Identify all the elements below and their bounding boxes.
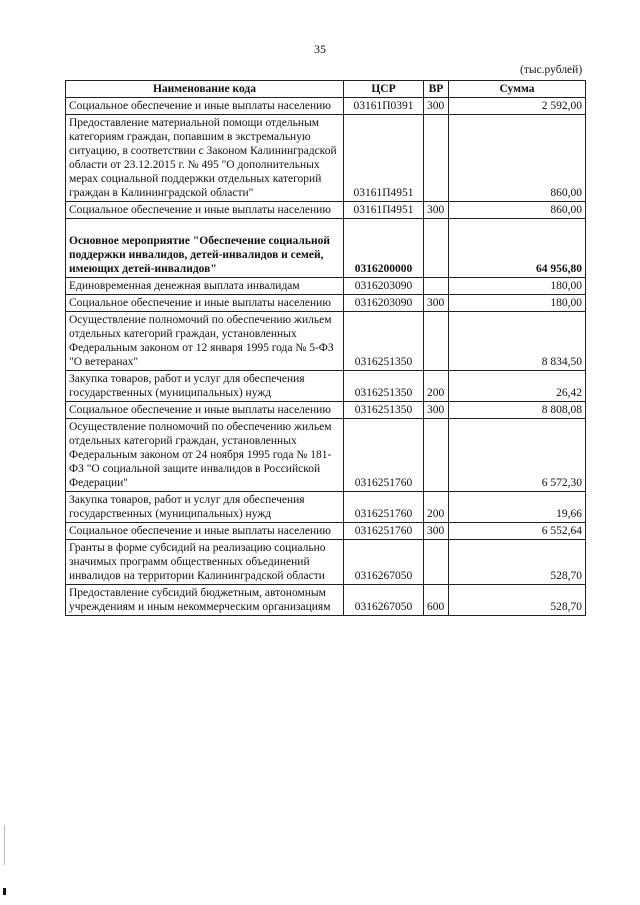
row-vr: 200 [424, 371, 449, 402]
table-header-row [66, 81, 586, 98]
row-name: Социальное обеспечение и иные выплаты населению [66, 295, 344, 312]
table-row [66, 585, 586, 616]
row-vr [424, 540, 449, 585]
row-csr: 03161П4951 [344, 202, 424, 219]
row-name: Основное мероприятие "Обеспечение социальной поддержки инвалидов, детей-инвалидов и семей, имеющих детей-инвалидов" [66, 219, 344, 278]
table-row [66, 492, 586, 523]
header-vr: ВР [424, 81, 449, 98]
row-sum: 6 552,64 [449, 523, 586, 540]
row-name: Предоставление материальной помощи отдельным категориям граждан, попавшим в экстремальную ситуацию, в соответствии с Законом Калининградской области от 23.12.2015 г. № 495 "О дополнительных мерах социальной поддержки отдельных категорий граждан в Калининградской области" [66, 115, 344, 202]
row-name: Социальное обеспечение и иные выплаты населению [66, 98, 344, 115]
row-csr: 0316200000 [344, 219, 424, 278]
header-sum: Сумма [449, 81, 586, 98]
row-sum: 2 592,00 [449, 98, 586, 115]
table-row [66, 419, 586, 492]
row-sum: 860,00 [449, 202, 586, 219]
table-row [66, 523, 586, 540]
row-vr [424, 219, 449, 278]
row-csr: 0316203090 [344, 295, 424, 312]
units-label: (тыс.рублей) [520, 64, 583, 76]
row-sum: 6 572,30 [449, 419, 586, 492]
row-sum: 19,66 [449, 492, 586, 523]
row-csr: 0316251760 [344, 492, 424, 523]
header-name: Наименование кода [66, 81, 344, 98]
row-name: Социальное обеспечение и иные выплаты населению [66, 202, 344, 219]
row-vr [424, 312, 449, 371]
table-row [66, 202, 586, 219]
row-csr: 0316203090 [344, 278, 424, 295]
table-row [66, 295, 586, 312]
row-sum: 26,42 [449, 371, 586, 402]
scan-edge-line [4, 825, 5, 865]
row-name: Предоставление субсидий бюджетным, автономным учреждениям и иным некоммерческим организациям [66, 585, 344, 616]
row-csr: 03161П0391 [344, 98, 424, 115]
row-sum: 528,70 [449, 585, 586, 616]
header-csr: ЦСР [344, 81, 424, 98]
row-vr: 300 [424, 98, 449, 115]
row-csr: 03161П4951 [344, 115, 424, 202]
row-vr: 300 [424, 402, 449, 419]
row-vr [424, 115, 449, 202]
table-row [66, 115, 586, 202]
row-sum: 8 834,50 [449, 312, 586, 371]
budget-table [65, 80, 586, 616]
row-csr: 0316251350 [344, 312, 424, 371]
table-row [66, 98, 586, 115]
row-csr: 0316251350 [344, 402, 424, 419]
table-row [66, 371, 586, 402]
row-vr: 200 [424, 492, 449, 523]
row-name: Осуществление полномочий по обеспечению жильем отдельных категорий граждан, установленных Федеральным законом от 24 ноября 1995 года № 181-ФЗ "О социальной защите инвалидов в Российской Федерации" [66, 419, 344, 492]
row-sum: 8 808,08 [449, 402, 586, 419]
page-number: 35 [314, 42, 326, 56]
table-row [66, 312, 586, 371]
table-row [66, 402, 586, 419]
row-csr: 0316251760 [344, 419, 424, 492]
table-row-main-event [66, 219, 586, 278]
row-vr: 600 [424, 585, 449, 616]
row-sum: 64 956,80 [449, 219, 586, 278]
row-csr: 0316251760 [344, 523, 424, 540]
row-sum: 180,00 [449, 278, 586, 295]
row-sum: 528,70 [449, 540, 586, 585]
row-csr: 0316267050 [344, 540, 424, 585]
row-name: Закупка товаров, работ и услуг для обеспечения государственных (муниципальных) нужд [66, 492, 344, 523]
row-name: Гранты в форме субсидий на реализацию социально значимых программ общественных объединений инвалидов на территории Калининградской области [66, 540, 344, 585]
row-sum: 860,00 [449, 115, 586, 202]
row-csr: 0316251350 [344, 371, 424, 402]
row-vr [424, 278, 449, 295]
table-row [66, 540, 586, 585]
row-sum: 180,00 [449, 295, 586, 312]
row-csr: 0316267050 [344, 585, 424, 616]
row-vr [424, 419, 449, 492]
row-name: Осуществление полномочий по обеспечению жильем отдельных категорий граждан, установленных Федеральным законом от 12 января 1995 года № 5-ФЗ "О ветеранах" [66, 312, 344, 371]
row-name: Закупка товаров, работ и услуг для обеспечения государственных (муниципальных) нужд [66, 371, 344, 402]
row-vr: 300 [424, 295, 449, 312]
row-name: Единовременная денежная выплата инвалидам [66, 278, 344, 295]
scan-edge-mark [3, 888, 6, 895]
row-name: Социальное обеспечение и иные выплаты населению [66, 523, 344, 540]
table-row [66, 278, 586, 295]
row-vr: 300 [424, 202, 449, 219]
row-name: Социальное обеспечение и иные выплаты населению [66, 402, 344, 419]
row-vr: 300 [424, 523, 449, 540]
